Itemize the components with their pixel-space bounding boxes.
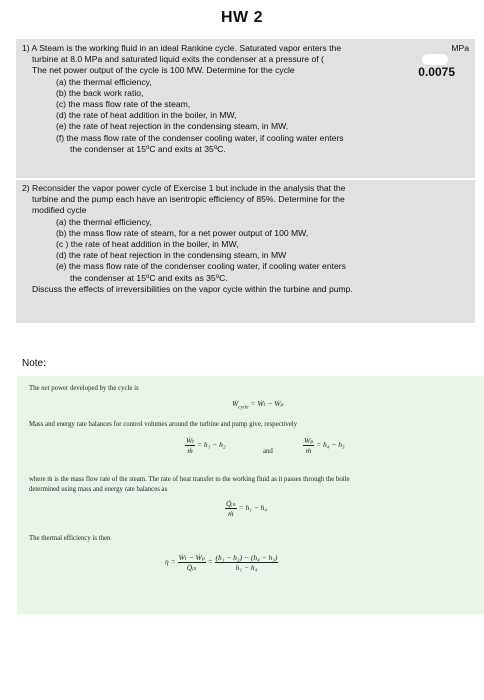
- eq2a-fraction: [185, 436, 195, 455]
- eq4-eta: η =: [165, 557, 176, 567]
- q1-item-e: (e) the rate of heat rejection in the condensing steam, in MW,: [56, 121, 289, 132]
- eq3-rhs: = h₁ − h₄: [238, 503, 267, 513]
- eq1-rhs: = Ẇₜ − Ẇₚ: [250, 399, 284, 408]
- q2-degree-2: o: [215, 273, 220, 280]
- q1-cont-mid: C and exits at 35: [149, 143, 214, 154]
- pressure-value: 0.0075: [418, 65, 455, 80]
- q1-degree-1: o: [145, 144, 150, 151]
- q2-cont-before: the condenser at 15: [70, 272, 146, 283]
- question-2-box: [16, 180, 475, 323]
- question-1-box: [16, 39, 475, 178]
- q2-degree-1: o: [145, 273, 150, 280]
- note-p1-emphasis: net: [41, 385, 50, 392]
- note-paragraph-4: The thermal efficiency is then: [29, 535, 111, 542]
- q1-line-3-text: The net power output of the cycle is 100 MW. Determine for the cycle: [32, 65, 295, 76]
- q2-item-a: (a) the thermal efficiency,: [56, 216, 152, 227]
- note-p1-after: power developed by the cycle is: [49, 385, 139, 392]
- eq2a-denominator: ṁ: [187, 446, 193, 455]
- eq3-denominator: ṁ: [228, 509, 234, 518]
- redaction-mark: [422, 54, 448, 65]
- note-paragraph-3b: determined using mass and energy rate balances as: [29, 486, 168, 493]
- blank-area: [0, 614, 484, 700]
- note-paragraph-1: [29, 385, 139, 392]
- q2-item-e: (e) the mass flow rate of the condenser cooling water, if cooling water enters: [56, 261, 346, 272]
- q1-line-3: [22, 65, 469, 80]
- eq2b-numerator: Ẇₚ: [304, 436, 314, 445]
- textbook-excerpt: [17, 376, 484, 614]
- eq1-lhs-subscript: cycle: [238, 405, 249, 411]
- eq4-numerator-1: Ẇₜ − Ẇₚ: [178, 553, 205, 562]
- note-paragraph-3a: where ṁ is the mass flow rate of the steam. The rate of heat transfer to the working fluid as it passes through the boile: [29, 476, 350, 483]
- q1-item-f: (f) the mass flow rate of the condenser cooling water, if cooling water enters: [56, 132, 344, 143]
- eq4-equals: =: [207, 557, 213, 567]
- q2-item-d: (d) the rate of heat rejection in the condensing steam, in MW: [56, 250, 287, 261]
- q1-item-f-cont: [22, 144, 469, 155]
- eq4-fraction-1: [178, 553, 206, 572]
- q1-item-b: (b) the back work ratio,: [56, 87, 144, 98]
- eq3-fraction: [225, 499, 237, 518]
- eq4-denominator-1: Q̇ᵢₙ: [186, 563, 197, 572]
- eq4-numerator-2: (h₁ − h₂) − (h₄ − h₃): [215, 553, 278, 562]
- equation-efficiency: [165, 553, 278, 572]
- q1-line-2-text: turbine at 8.0 MPa and saturated liquid exits the condenser at a pressure of (: [32, 54, 324, 65]
- and-word: and: [263, 448, 273, 455]
- q1-item-c: (c) the mass flow rate of the steam,: [56, 99, 191, 110]
- equation-pump: [303, 436, 345, 455]
- eq1-lhs: Ẇ: [232, 399, 239, 408]
- equation-heat-in: [225, 499, 267, 518]
- q1-cont-after: C.: [217, 143, 226, 154]
- q1-cont-before: the condenser at 15: [70, 143, 146, 154]
- q2-item-b: (b) the mass flow rate of steam, for a net power output of 100 MW,: [56, 227, 309, 238]
- eq2a-numerator: Ẇₜ: [186, 436, 195, 445]
- eq4-denominator-2: h₁ − h₄: [235, 563, 258, 572]
- eq2a-rhs: = h₁ − h₂: [196, 440, 226, 450]
- pressure-unit: MPa: [451, 43, 469, 54]
- note-p1-before: The: [29, 385, 42, 392]
- q2-discuss: Discuss the effects of irreversibilities on the vapor cycle within the turbine and pump.: [32, 283, 353, 294]
- q1-degree-2: o: [213, 144, 218, 151]
- note-label: Note:: [22, 358, 46, 369]
- q2-line-2: turbine and the pump each have an isentropic efficiency of 85%. Determine for the: [32, 194, 345, 205]
- q2-line-1: 2) Reconsider the vapor power cycle of Exercise 1 but include in the analysis that the: [22, 183, 346, 193]
- q2-item-c: (c ) the rate of heat addition in the boiler, in MW,: [56, 239, 239, 250]
- q2-line-3: modified cycle: [32, 205, 87, 216]
- q2-cont-mid: C and exits as 35: [149, 272, 216, 283]
- q2-item-e-cont: [22, 273, 469, 284]
- equation-turbine: [185, 436, 225, 455]
- eq4-fraction-2: [215, 553, 279, 572]
- eq2b-denominator: ṁ: [305, 446, 312, 455]
- eq3-numerator: Q̇ᵢₙ: [226, 499, 236, 508]
- note-paragraph-2: Mass and energy rate balances for control volumes around the turbine and pump give, respectively: [29, 421, 298, 428]
- eq2b-rhs: = h₄ − h₃: [316, 440, 345, 450]
- q1-line-1: 1) A Steam is the working fluid in an ideal Rankine cycle. Saturated vapor enters the: [22, 43, 342, 53]
- eq2b-fraction: [303, 436, 314, 455]
- page-title: HW 2: [221, 9, 263, 26]
- equation-net-power: [232, 399, 284, 411]
- q1-item-a: (a) the thermal efficiency,: [56, 76, 152, 87]
- q1-item-d: (d) the rate of heat addition in the boiler, in MW,: [56, 110, 237, 121]
- q2-cont-after: C.: [219, 272, 228, 283]
